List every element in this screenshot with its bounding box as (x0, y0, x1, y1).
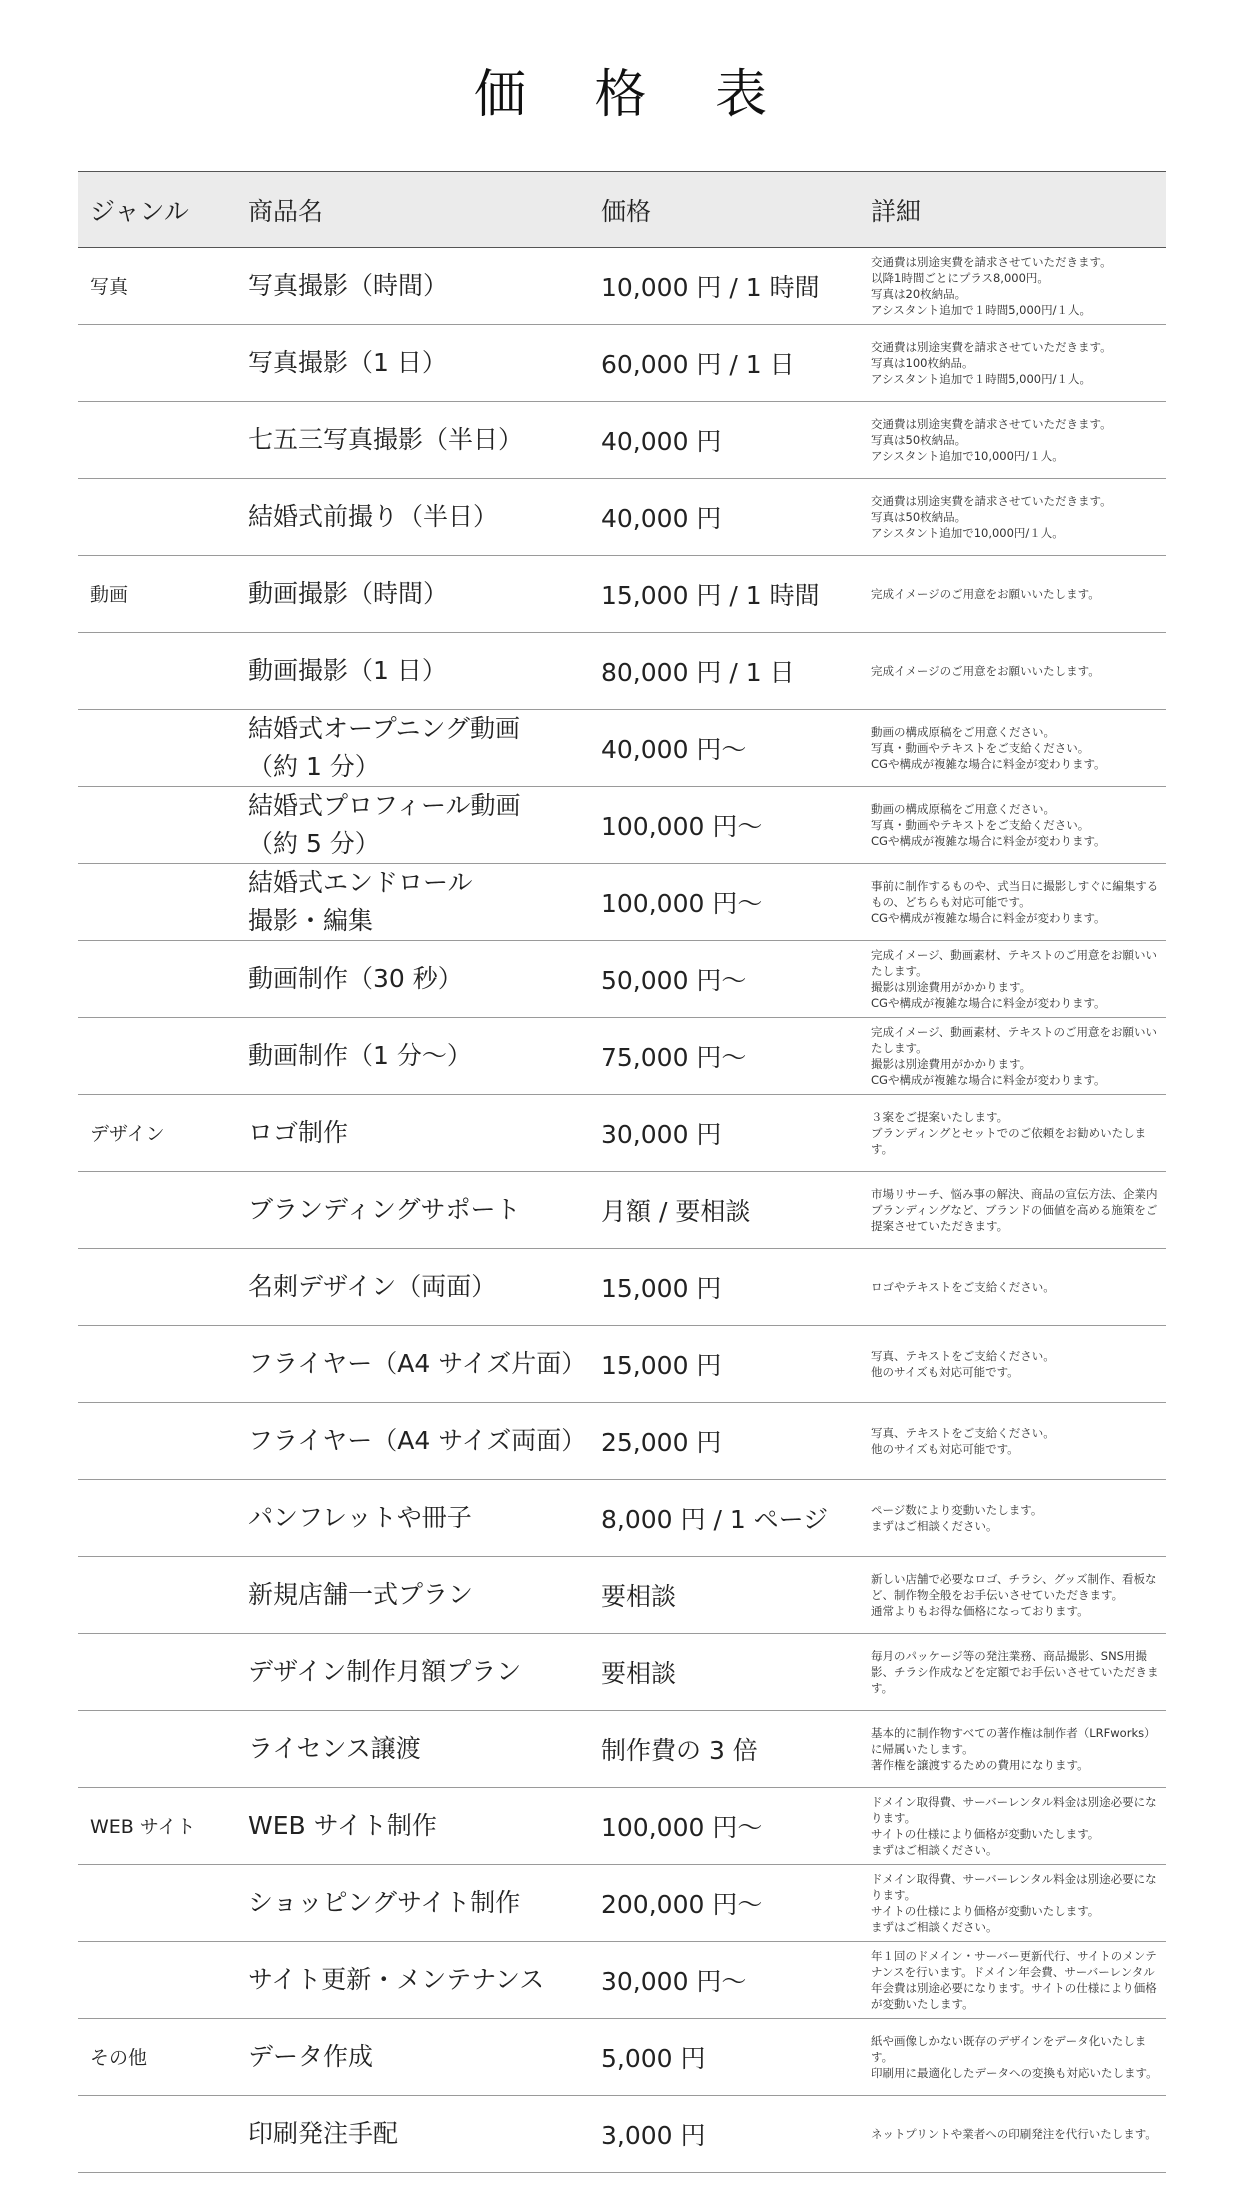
detail-cell: 交通費は別途実費を請求させていただきます。 写真は50枚納品。 アシスタント追加で10,000円/１人。 (871, 402, 1166, 479)
detail-cell: 交通費は別途実費を請求させていただきます。 写真は100枚納品。 アシスタント追加で１時間5,000円/１人。 (871, 325, 1166, 402)
price-cell: 75,000 円〜 (601, 1018, 871, 1095)
price-cell: 8,000 円 / 1 ページ (601, 1480, 871, 1557)
product-name-cell: 写真撮影（時間） (248, 248, 601, 325)
header-price: 価格 (601, 172, 871, 248)
genre-cell (78, 633, 248, 710)
detail-cell: 動画の構成原稿をご用意ください。 写真・動画やテキストをご支給ください。 CGや構成が複雑な場合に料金が変わります。 (871, 787, 1166, 864)
table-body (78, 248, 1166, 2173)
table-row (78, 787, 1166, 864)
genre-cell: デザイン (78, 1095, 248, 1172)
genre-cell (78, 325, 248, 402)
price-cell: 30,000 円〜 (601, 1942, 871, 2019)
detail-cell: ロゴやテキストをご支給ください。 (871, 1249, 1166, 1326)
genre-cell (78, 402, 248, 479)
table-row (78, 1403, 1166, 1480)
genre-cell: WEB サイト (78, 1788, 248, 1865)
genre-cell (78, 479, 248, 556)
product-name-cell: 動画制作（1 分〜） (248, 1018, 601, 1095)
price-cell: 60,000 円 / 1 日 (601, 325, 871, 402)
detail-cell: ページ数により変動いたします。 まずはご相談ください。 (871, 1480, 1166, 1557)
detail-cell: 事前に制作するものや、式当日に撮影しすぐに編集するもの、どちらも対応可能です。 CGや構成が複雑な場合に料金が変わります。 (871, 864, 1166, 941)
product-name-cell: ショッピングサイト制作 (248, 1865, 601, 1942)
detail-cell: 写真、テキストをご支給ください。 他のサイズも対応可能です。 (871, 1403, 1166, 1480)
detail-cell: 交通費は別途実費を請求させていただきます。 以降1時間ごとにプラス8,000円。 写真は20枚納品。 アシスタント追加で１時間5,000円/１人。 (871, 248, 1166, 325)
detail-cell: 基本的に制作物すべての著作権は制作者（LRFworks）に帰属いたします。 著作権を譲渡するための費用になります。 (871, 1711, 1166, 1788)
price-cell: 3,000 円 (601, 2096, 871, 2173)
product-name-cell: 新規店舗一式プラン (248, 1557, 601, 1634)
table-row (78, 2019, 1166, 2096)
table-row (78, 1788, 1166, 1865)
product-name-cell: 結婚式プロフィール動画 （約 5 分） (248, 787, 601, 864)
price-cell: 5,000 円 (601, 2019, 871, 2096)
price-cell: 15,000 円 / 1 時間 (601, 556, 871, 633)
price-cell: 50,000 円〜 (601, 941, 871, 1018)
table-row (78, 556, 1166, 633)
product-name-cell: 結婚式エンドロール 撮影・編集 (248, 864, 601, 941)
price-cell: 要相談 (601, 1634, 871, 1711)
product-name-cell: フライヤー（A4 サイズ片面） (248, 1326, 601, 1403)
price-cell: 月額 / 要相談 (601, 1172, 871, 1249)
detail-cell: 動画の構成原稿をご用意ください。 写真・動画やテキストをご支給ください。 CGや構成が複雑な場合に料金が変わります。 (871, 710, 1166, 787)
detail-cell: 年１回のドメイン・サーバー更新代行、サイトのメンテナンスを行います。ドメイン年会費、サーバーレンタル年会費は別途必要になります。サイトの仕様により価格が変動いたします。 (871, 1942, 1166, 2019)
detail-cell: 完成イメージ、動画素材、テキストのご用意をお願いいたします。 撮影は別途費用がかかります。 CGや構成が複雑な場合に料金が変わります。 (871, 1018, 1166, 1095)
genre-cell (78, 1711, 248, 1788)
detail-cell: ドメイン取得費、サーバーレンタル料金は別途必要になります。 サイトの仕様により価格が変動いたします。 まずはご相談ください。 (871, 1788, 1166, 1865)
product-name-cell: ライセンス譲渡 (248, 1711, 601, 1788)
product-name-cell: 七五三写真撮影（半日） (248, 402, 601, 479)
price-cell: 100,000 円〜 (601, 787, 871, 864)
price-cell: 80,000 円 / 1 日 (601, 633, 871, 710)
genre-cell (78, 1326, 248, 1403)
genre-cell (78, 1942, 248, 2019)
header-genre: ジャンル (78, 172, 248, 248)
detail-cell: 完成イメージのご用意をお願いいたします。 (871, 556, 1166, 633)
table-row (78, 325, 1166, 402)
product-name-cell: WEB サイト制作 (248, 1788, 601, 1865)
table-row (78, 1172, 1166, 1249)
product-name-cell: 写真撮影（1 日） (248, 325, 601, 402)
detail-cell: 交通費は別途実費を請求させていただきます。 写真は50枚納品。 アシスタント追加で10,000円/１人。 (871, 479, 1166, 556)
product-name-cell: 動画撮影（1 日） (248, 633, 601, 710)
genre-cell (78, 1249, 248, 1326)
genre-cell (78, 1172, 248, 1249)
table-row (78, 1480, 1166, 1557)
genre-cell (78, 941, 248, 1018)
price-cell: 制作費の 3 倍 (601, 1711, 871, 1788)
table-row (78, 1634, 1166, 1711)
detail-cell: 写真、テキストをご支給ください。 他のサイズも対応可能です。 (871, 1326, 1166, 1403)
detail-cell: ３案をご提案いたします。 ブランディングとセットでのご依頼をお勧めいたします。 (871, 1095, 1166, 1172)
table-row (78, 2096, 1166, 2173)
genre-cell: その他 (78, 2019, 248, 2096)
header-details: 詳細 (871, 172, 1166, 248)
table-row (78, 1095, 1166, 1172)
price-cell: 40,000 円 (601, 402, 871, 479)
table-row (78, 633, 1166, 710)
detail-cell: ドメイン取得費、サーバーレンタル料金は別途必要になります。 サイトの仕様により価格が変動いたします。 まずはご相談ください。 (871, 1865, 1166, 1942)
price-cell: 40,000 円 (601, 479, 871, 556)
table-row (78, 248, 1166, 325)
table-row (78, 710, 1166, 787)
price-cell: 15,000 円 (601, 1249, 871, 1326)
genre-cell (78, 1403, 248, 1480)
genre-cell (78, 1865, 248, 1942)
product-name-cell: パンフレットや冊子 (248, 1480, 601, 1557)
price-cell: 100,000 円〜 (601, 1788, 871, 1865)
detail-cell: 完成イメージ、動画素材、テキストのご用意をお願いいたします。 撮影は別途費用がかかります。 CGや構成が複雑な場合に料金が変わります。 (871, 941, 1166, 1018)
product-name-cell: フライヤー（A4 サイズ両面） (248, 1403, 601, 1480)
table-row (78, 1865, 1166, 1942)
product-name-cell: 印刷発注手配 (248, 2096, 601, 2173)
genre-cell: 動画 (78, 556, 248, 633)
page-title: 価 格 表 (473, 65, 794, 125)
price-cell: 15,000 円 (601, 1326, 871, 1403)
detail-cell: 紙や画像しかない既存のデザインをデータ化いたします。 印刷用に最適化したデータへの変換も対応いたします。 (871, 2019, 1166, 2096)
header-product-name: 商品名 (248, 172, 601, 248)
price-cell: 40,000 円〜 (601, 710, 871, 787)
price-table (78, 171, 1166, 2173)
detail-cell: 完成イメージのご用意をお願いいたします。 (871, 633, 1166, 710)
product-name-cell: データ作成 (248, 2019, 601, 2096)
price-cell: 10,000 円 / 1 時間 (601, 248, 871, 325)
genre-cell: 写真 (78, 248, 248, 325)
table-header-row (78, 172, 1166, 248)
table-row (78, 1942, 1166, 2019)
table-row (78, 1249, 1166, 1326)
product-name-cell: 結婚式オープニング動画 （約 1 分） (248, 710, 601, 787)
genre-cell (78, 864, 248, 941)
table-row (78, 402, 1166, 479)
genre-cell (78, 1018, 248, 1095)
product-name-cell: 動画制作（30 秒） (248, 941, 601, 1018)
genre-cell (78, 1557, 248, 1634)
genre-cell (78, 1634, 248, 1711)
genre-cell (78, 2096, 248, 2173)
product-name-cell: デザイン制作月額プラン (248, 1634, 601, 1711)
product-name-cell: 動画撮影（時間） (248, 556, 601, 633)
product-name-cell: 名刺デザイン（両面） (248, 1249, 601, 1326)
detail-cell: 新しい店舗で必要なロゴ、チラシ、グッズ制作、看板など、制作物全般をお手伝いさせていただきます。 通常よりもお得な価格になっております。 (871, 1557, 1166, 1634)
table-row (78, 941, 1166, 1018)
genre-cell (78, 787, 248, 864)
genre-cell (78, 1480, 248, 1557)
table-row (78, 1711, 1166, 1788)
product-name-cell: ブランディングサポート (248, 1172, 601, 1249)
price-cell: 25,000 円 (601, 1403, 871, 1480)
detail-cell: ネットプリントや業者への印刷発注を代行いたします。 (871, 2096, 1166, 2173)
product-name-cell: 結婚式前撮り（半日） (248, 479, 601, 556)
genre-cell (78, 710, 248, 787)
table-row (78, 1557, 1166, 1634)
table-row (78, 864, 1166, 941)
table-row (78, 1326, 1166, 1403)
price-cell: 100,000 円〜 (601, 864, 871, 941)
detail-cell: 毎月のパッケージ等の発注業務、商品撮影、SNS用撮影、チラシ作成などを定額でお手伝いさせていただきます。 (871, 1634, 1166, 1711)
product-name-cell: ロゴ制作 (248, 1095, 601, 1172)
detail-cell: 市場リサーチ、悩み事の解決、商品の宣伝方法、企業内ブランディングなど、ブランドの価値を高める施策をご提案させていただきます。 (871, 1172, 1166, 1249)
price-cell: 200,000 円〜 (601, 1865, 871, 1942)
price-cell: 30,000 円 (601, 1095, 871, 1172)
price-cell: 要相談 (601, 1557, 871, 1634)
table-row (78, 479, 1166, 556)
product-name-cell: サイト更新・メンテナンス (248, 1942, 601, 2019)
table-row (78, 1018, 1166, 1095)
